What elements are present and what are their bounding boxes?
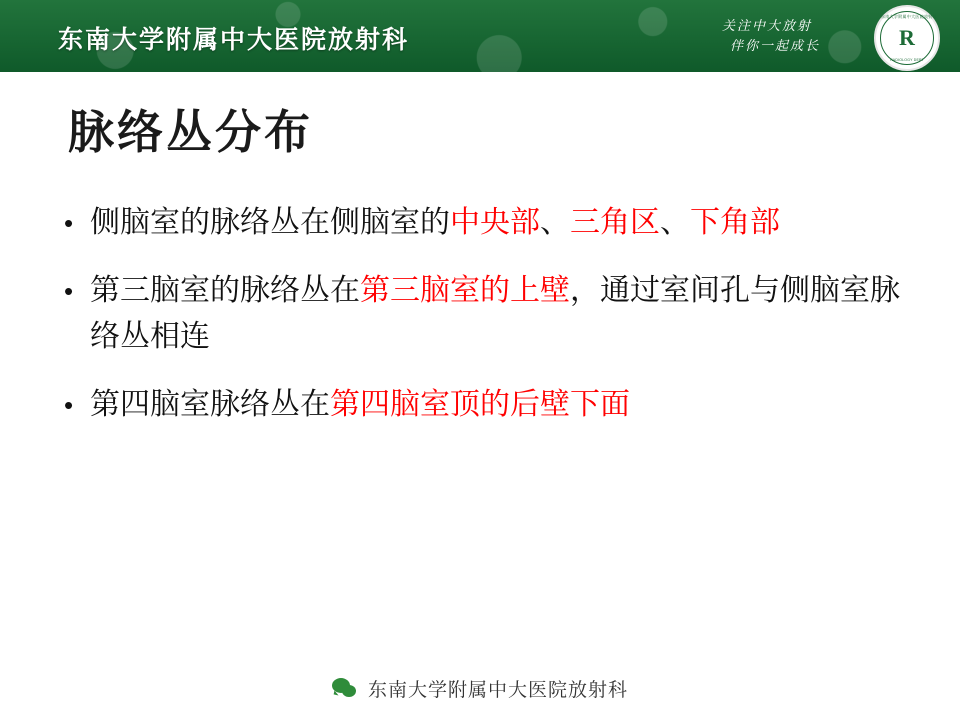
highlighted-text: 中央部	[450, 206, 540, 239]
list-item-text	[90, 268, 904, 360]
hospital-logo-icon	[874, 5, 940, 71]
list-item-text	[90, 382, 904, 428]
highlighted-text: 三角区	[570, 206, 660, 239]
bullet-marker-icon: •	[64, 390, 74, 420]
logo-arc-top-text: 东南大学附属中大医院放射科	[881, 14, 937, 19]
plain-text: 侧脑室的脉络丛在侧脑室的	[90, 206, 450, 239]
bullet-list	[64, 200, 904, 450]
footer	[0, 675, 960, 702]
header-slogan-line2: 伴你一起成长	[729, 38, 820, 53]
bullet-marker-icon: •	[64, 276, 74, 306]
highlighted-text: 下角部	[690, 206, 780, 239]
header-slogan	[692, 16, 842, 56]
header-slogan-line1: 关注中大放射	[721, 18, 812, 33]
list-item	[64, 268, 904, 360]
header-banner	[0, 0, 960, 72]
logo-mark-letter: R	[899, 25, 915, 50]
plain-text: ，通过室间孔与侧脑室脉络丛相连	[90, 274, 900, 353]
wechat-icon	[332, 678, 358, 699]
highlighted-text: 第三脑室的上壁	[360, 274, 570, 307]
header-title: 东南大学附属中大医院放射科	[58, 26, 410, 54]
list-item	[64, 382, 904, 428]
page-title: 脉络丛分布	[68, 106, 313, 158]
plain-text: 、	[540, 206, 570, 239]
logo-arc-bottom-text: RADIOLOGY DEPT	[890, 58, 924, 62]
plain-text: 第三脑室的脉络丛在	[90, 274, 360, 307]
footer-label: 东南大学附属中大医院放射科	[367, 680, 628, 701]
list-item	[64, 200, 904, 246]
logo-inner-ring	[880, 11, 937, 65]
plain-text: 、	[660, 206, 690, 239]
bullet-marker-icon: •	[64, 208, 74, 238]
list-item-text	[90, 200, 904, 246]
plain-text: 第四脑室脉络丛在	[90, 388, 330, 421]
highlighted-text: 第四脑室顶的后壁下面	[330, 388, 630, 421]
